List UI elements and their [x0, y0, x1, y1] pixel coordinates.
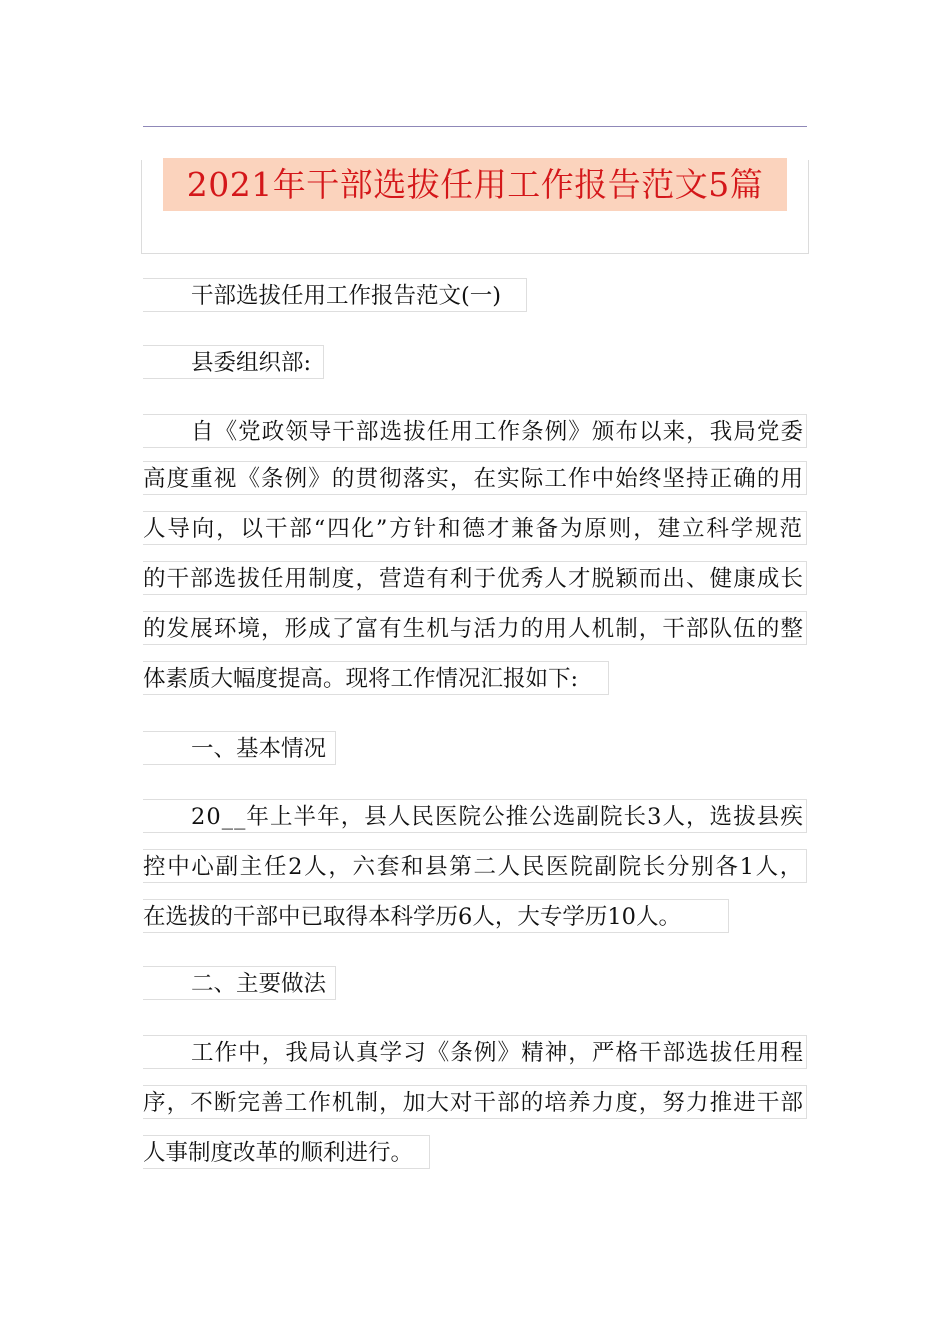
paragraph-line: 控中心副主任2人，六套和县第二人民医院副院长分别各1人， [143, 849, 807, 883]
paragraph-line: 在选拔的干部中已取得本科学历6人，大专学历10人。 [143, 899, 729, 933]
document-title: 2021年干部选拔任用工作报告范文5篇 [186, 165, 764, 204]
salutation: 县委组织部: [143, 345, 324, 379]
paragraph-line: 高度重视《条例》的贯彻落实，在实际工作中始终坚持正确的用 [143, 461, 807, 495]
section-heading-basic: 一、基本情况 [143, 731, 336, 765]
paragraph-line: 自《党政领导干部选拔任用工作条例》颁布以来，我局党委 [143, 414, 807, 448]
paragraph-line: 体素质大幅度提高。现将工作情况汇报如下: [143, 661, 609, 695]
paragraph-line: 人事制度改革的顺利进行。 [143, 1135, 430, 1169]
report-subtitle: 干部选拔任用工作报告范文(一) [143, 278, 527, 312]
paragraph-line: 的发展环境，形成了富有生机与活力的用人机制，干部队伍的整 [143, 611, 807, 645]
paragraph-line: 序，不断完善工作机制，加大对干部的培养力度，努力推进干部 [143, 1085, 807, 1119]
header-rule [143, 126, 807, 127]
paragraph-line: 的干部选拔任用制度，营造有利于优秀人才脱颖而出、健康成长 [143, 561, 807, 595]
paragraph-line: 20__年上半年，县人民医院公推公选副院长3人，选拔县疾 [143, 799, 807, 833]
paragraph-line: 人导向，以干部“四化”方针和德才兼备为原则，建立科学规范 [143, 511, 807, 545]
paragraph-line: 工作中，我局认真学习《条例》精神，严格干部选拔任用程 [143, 1035, 807, 1069]
section-heading-practice: 二、主要做法 [143, 966, 336, 1000]
